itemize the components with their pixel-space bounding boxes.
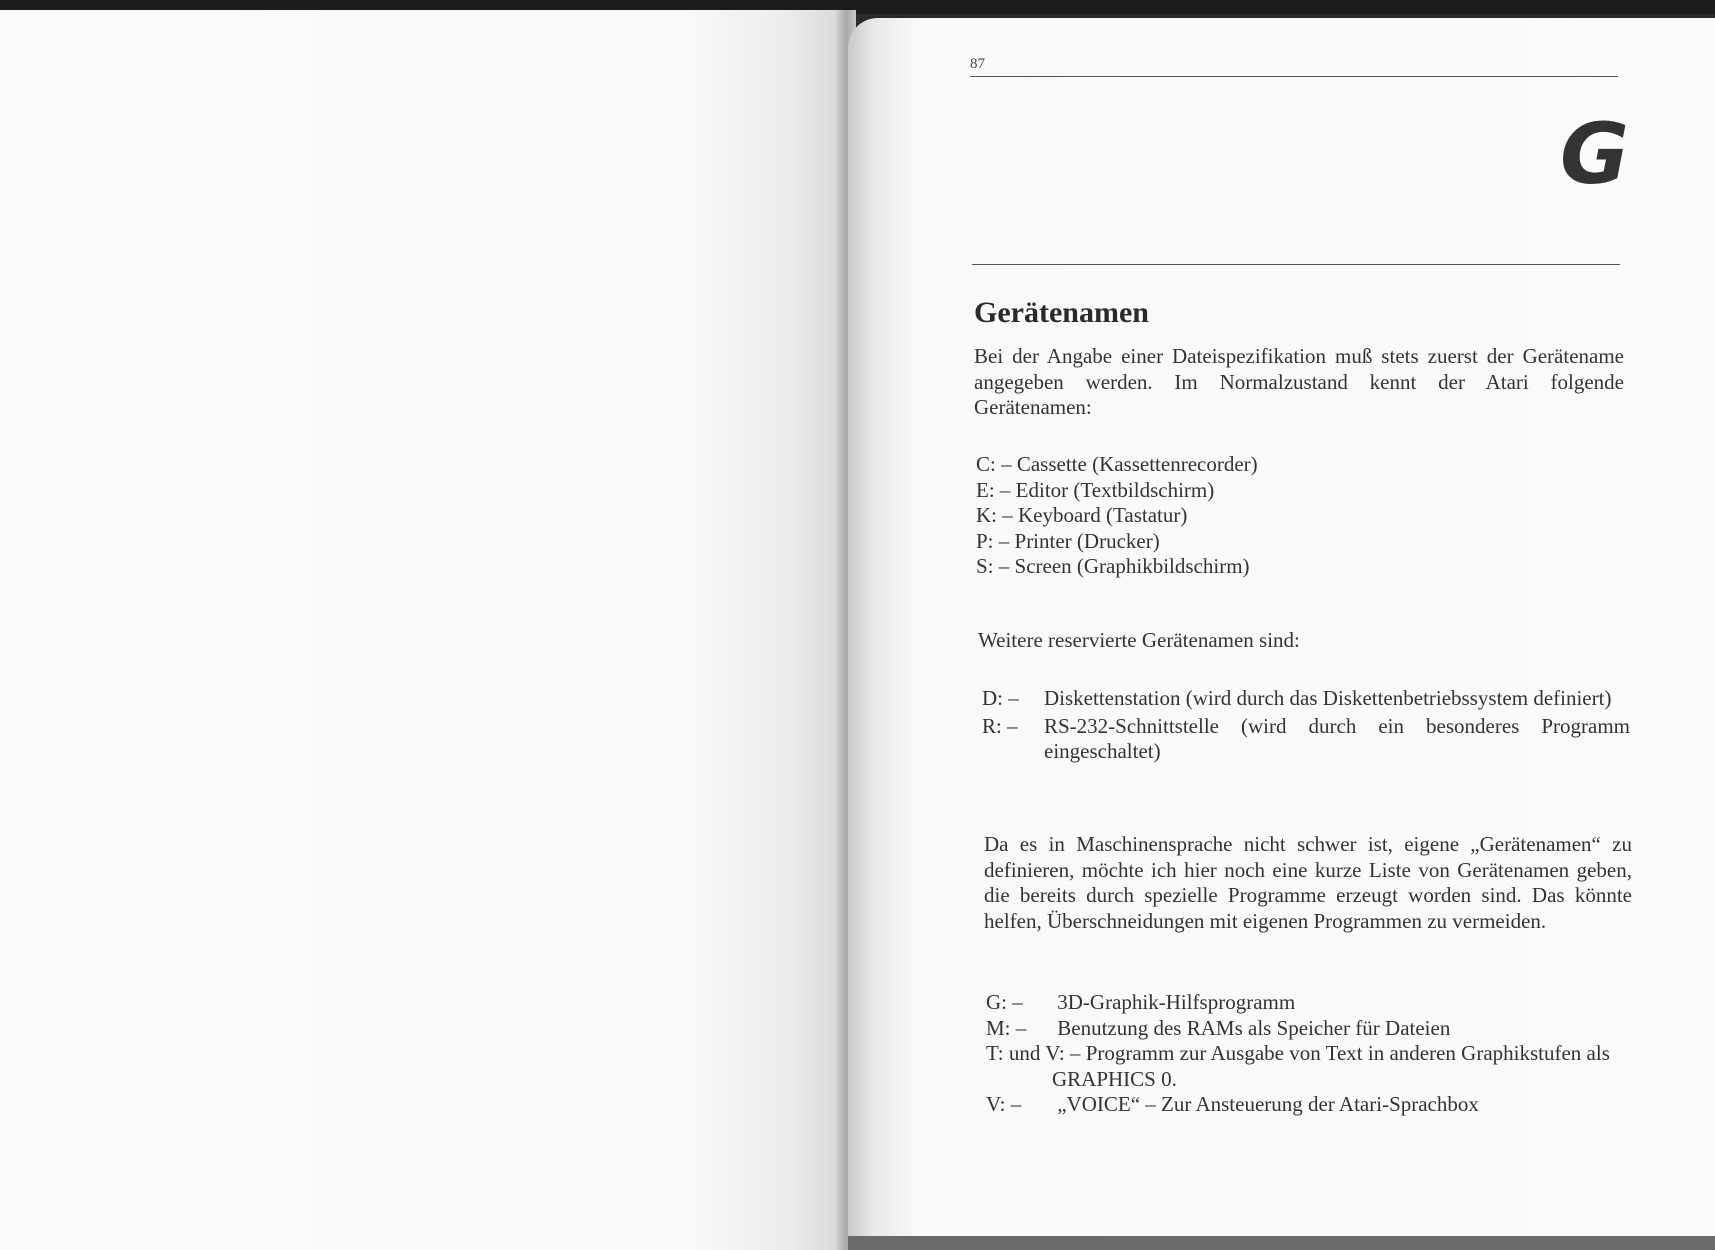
basic-device-list xyxy=(976,452,1258,580)
special-device-list xyxy=(986,990,1634,1118)
device-description: Benutzung des RAMs als Speicher für Dateien xyxy=(1057,1015,1451,1040)
list-item xyxy=(986,1092,1634,1118)
reserved-device-list xyxy=(982,686,1630,767)
custom-devices-paragraph: Da es in Maschinensprache nicht schwer ist, eigene „Gerätenamen“ zu definieren, möchte ich hier noch eine kurze Liste von Gerätenamen geben, die bereits durch spezielle Programme erzeugt worden sind. Das könnte helfen, Überschneidungen mit eigenen Programmen zu vermeiden. xyxy=(984,832,1632,933)
left-page-blank xyxy=(0,10,848,1250)
device-description: „VOICE“ – Zur Ansteuerung der Atari-Sprachbox xyxy=(1057,1092,1479,1116)
list-item: C: – Cassette (Kassettenrecorder) xyxy=(976,452,1258,476)
device-code: V: – xyxy=(986,1092,1022,1116)
list-item: K: – Keyboard (Tastatur) xyxy=(976,503,1188,527)
list-item: E: – Editor (Textbildschirm) xyxy=(976,477,1215,502)
device-code: D: – xyxy=(982,686,1019,710)
chapter-letter: G xyxy=(1560,105,1629,203)
device-description: 3D-Graphik-Hilfsprogramm xyxy=(1057,990,1296,1014)
device-code: T: und V: – xyxy=(986,1041,1081,1065)
reserved-intro: Weitere reservierte Gerätenamen sind: xyxy=(978,628,1300,652)
chapter-rule xyxy=(972,264,1620,265)
device-code: G: – xyxy=(986,990,1023,1014)
list-item: S: – Screen (Graphikbildschirm) xyxy=(976,554,1250,578)
list-item xyxy=(982,686,1630,712)
section-heading: Gerätenamen xyxy=(974,296,1149,329)
list-item xyxy=(986,990,1634,1016)
device-description: Programm zur Ausgabe von Text in anderen Graphikstufen als GRAPHICS 0. xyxy=(1052,1041,1610,1091)
device-code: M: – xyxy=(986,1015,1027,1040)
list-item xyxy=(986,1041,1634,1092)
intro-paragraph: Bei der Angabe einer Dateispezifikation muß stets zuerst der Gerätename angegeben werden. Im Normalzustand kennt der Atari folgende Gerätenamen: xyxy=(974,344,1624,419)
list-item xyxy=(986,1016,1634,1042)
list-item: P: – Printer (Drucker) xyxy=(976,528,1160,553)
header-rule xyxy=(970,76,1618,77)
device-description: RS-232-Schnittstelle (wird durch ein besonderes Programm eingeschaltet) xyxy=(1044,713,1630,763)
device-description: Diskettenstation (wird durch das Diskettenbetriebssystem definiert) xyxy=(1044,686,1612,710)
device-code: R: – xyxy=(982,713,1018,738)
list-item xyxy=(982,714,1630,765)
page-number: 87 xyxy=(970,56,985,72)
scan-edge-bottom xyxy=(848,1236,1715,1250)
